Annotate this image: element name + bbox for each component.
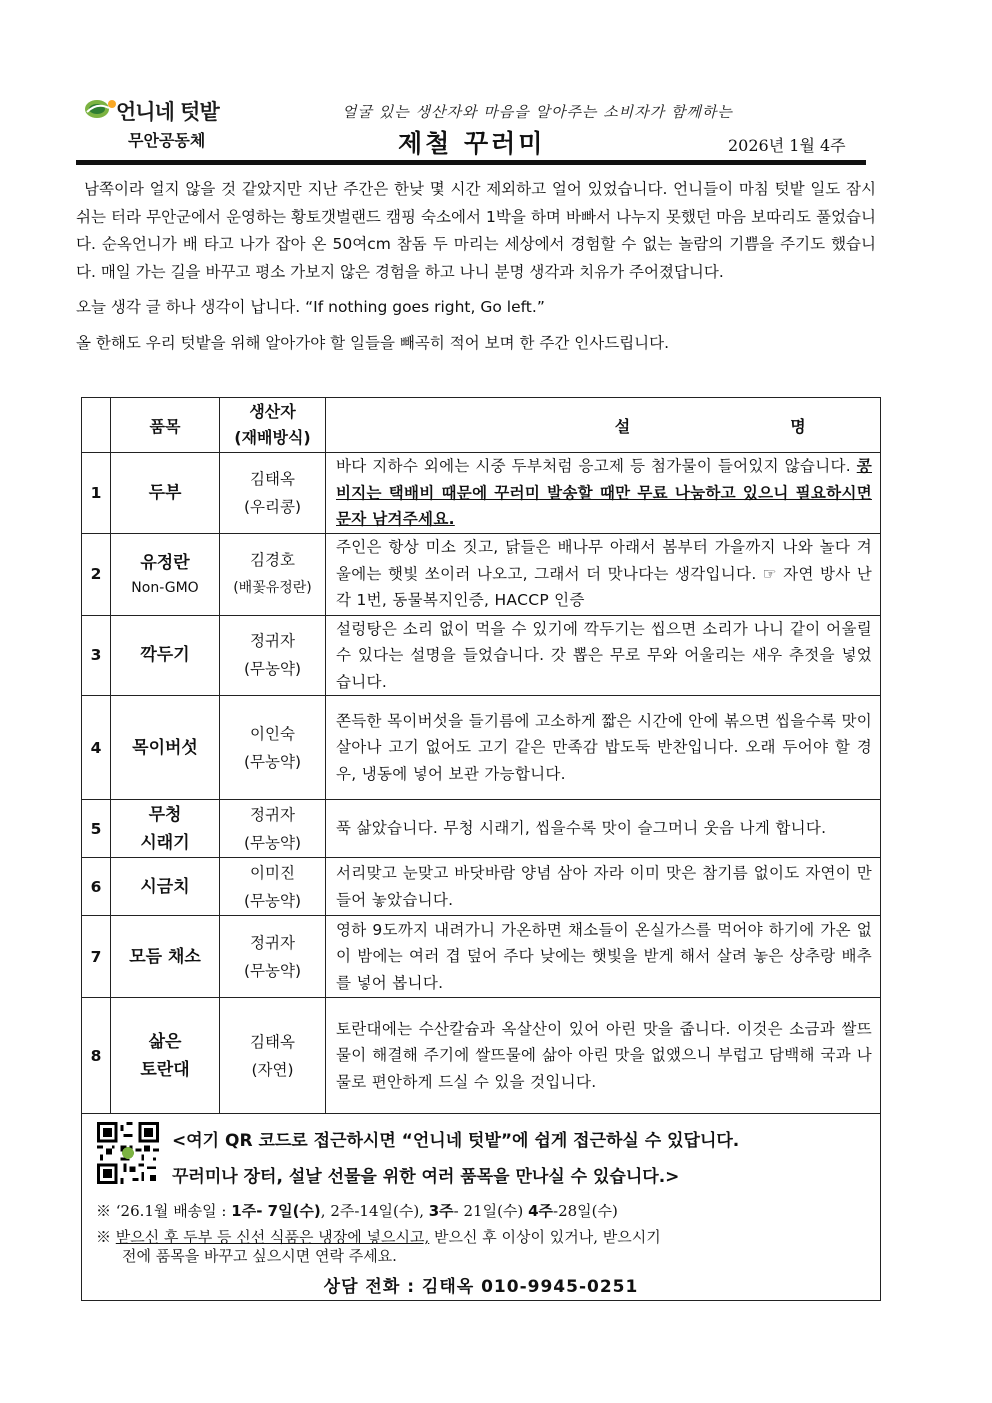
farming-method: (무농약): [243, 833, 301, 852]
row-number: 7: [82, 916, 111, 998]
header-description: [326, 398, 881, 453]
header-desc-part-2: 명: [790, 416, 806, 436]
item-description: 주인은 항상 미소 짓고, 닭들은 배나무 아래서 봄부터 가을까지 나와 놀다 겨울에는 햇빛 쏘이러 나오고, 그래서 더 맛나다는 생각입니다. ☞ 자연 방사 난각 1번, 동물복지인증, HACCP 인증: [326, 533, 881, 615]
item-name: 모듬 채소: [111, 916, 220, 998]
row-number: 5: [82, 800, 111, 858]
farming-method: (무농약): [243, 752, 301, 771]
producer-cell: [220, 696, 326, 800]
item-description: 영하 9도까지 내려가니 가온하면 채소들이 온실가스를 먹어야 하기에 가온 없이 밤에는 여러 겹 덮어 주다 낮에는 햇빛을 받게 해서 살려 놓은 상추랑 배추를 넣어 봅니다.: [326, 916, 881, 998]
row-number: 8: [82, 998, 111, 1114]
producer-name: 김태옥: [250, 469, 295, 488]
intro-paragraph-1: 남쪽이라 얼지 않을 것 같았지만 지난 주간은 한낮 몇 시간 제외하고 얼어 있었습니다. 언니들이 마침 텃밭 일도 잠시 쉬는 터라 무안군에서 운영하는 황토갯벌랜드 캠핑 숙소에서 1박을 하며 바빠서 나누지 못했던 마음 보따리도 풀었습니다. 순옥언니가 배 타고 나가 잡아 온 50여cm 참돔 두 마리는 세상에서 경험할 수 없는 놀람의 기쁨을 주기도 했습니다. 매일 가는 길을 바꾸고 평소 가보지 않은 경험을 하고 나니 분명 생각과 치유가 주어졌답니다.: [76, 180, 876, 281]
producer-cell: [220, 533, 326, 615]
item-name-line-2: 시래기: [140, 832, 190, 853]
row-number: 2: [82, 533, 111, 615]
table-row: [82, 858, 881, 916]
table-row: [82, 533, 881, 615]
issue-date: 2026년 1월 4주: [728, 136, 846, 155]
item-description: 설렁탕은 소리 없이 먹을 수 있기에 깍두기는 씹으면 소리가 나니 같이 어울릴 수 있다는 설명을 들었습니다. 갓 뽑은 무로 무와 어울리는 새우 추젓을 넣었습니다.: [326, 615, 881, 696]
description-highlight: 콩비지는 택배비 때문에 꾸러미 발송할 때만 무료 나눔하고 있으니 필요하시면 문자 남겨주세요.: [336, 457, 872, 528]
producer-name: 이인숙: [250, 724, 295, 743]
logo-subtitle: 무안공동체: [128, 131, 206, 150]
row-number: 6: [82, 858, 111, 916]
delivery-week-4-date: -28일(수): [553, 1202, 618, 1220]
notice-underlined: 받으신 후 두부 등 신선 식품은 냉장에 넣으시고,: [115, 1228, 430, 1246]
producer-cell: [220, 800, 326, 858]
item-name: 무청: [148, 804, 182, 825]
delivery-week-1: 1주- 7일(수): [231, 1202, 321, 1220]
farming-method: (무농약): [243, 891, 301, 910]
producer-cell: [220, 916, 326, 998]
farming-method: (무농약): [243, 660, 301, 679]
item-description: 쫀득한 목이버섯을 들기름에 고소하게 짧은 시간에 안에 볶으면 씹을수록 맛이 살아나 고기 없어도 고기 같은 만족감 밥도둑 반찬입니다. 오래 두어야 할 경우, 냉동에 넣어 보관 가능합니다.: [326, 696, 881, 800]
delivery-week-3-date: - 21일(수): [453, 1202, 529, 1220]
table-row: [82, 998, 881, 1114]
header-item: 품목: [111, 398, 220, 453]
item-description: [326, 453, 881, 534]
table-row: [82, 696, 881, 800]
item-cell: [111, 533, 220, 615]
producer-name: 정귀자: [250, 632, 295, 651]
qr-guide-line-1: <여기 QR 코드로 접근하시면 “언니네 텃밭”에 쉽게 접근하실 수 있답니다.: [172, 1131, 740, 1151]
notice-rest: 받으신 후 이상이 있거나, 받으시기: [429, 1228, 661, 1246]
notice-line-2: 전에 품목을 바꾸고 싶으시면 연락 주세요.: [122, 1247, 397, 1265]
items-table: [81, 397, 881, 1114]
qr-guide-line-2: 꾸러미나 장터, 설날 선물을 위한 여러 품목을 만나실 수 있습니다.>: [172, 1167, 680, 1187]
item-name: 시금치: [111, 858, 220, 916]
footer-box: [81, 1112, 881, 1301]
table-row: [82, 453, 881, 534]
logo: [84, 96, 244, 154]
delivery-schedule: [96, 1200, 618, 1221]
producer-cell: [220, 858, 326, 916]
table-row: [82, 615, 881, 696]
item-name: 깍두기: [111, 615, 220, 696]
table-header-row: [82, 398, 881, 453]
item-name: 유정란: [140, 553, 190, 573]
notice-mark: ※: [96, 1228, 116, 1246]
document-title: 제철 꾸러미: [398, 129, 546, 158]
description-text: 바다 지하수 외에는 시중 두부처럼 응고제 등 첨가물이 들어있지 않습니다.: [336, 457, 857, 475]
item-name-line-2: 토란대: [140, 1059, 190, 1080]
farming-method: (무농약): [243, 961, 301, 980]
intro-text: [76, 176, 876, 357]
intro-paragraph-2: 오늘 생각 글 하나 생각이 납니다. “If nothing goes right, Go left.”: [76, 298, 545, 316]
header-producer: [220, 398, 326, 453]
item-name: 두부: [111, 453, 220, 534]
qr-code-icon[interactable]: [97, 1122, 159, 1184]
delivery-week-2: , 2주-14일(수),: [320, 1202, 429, 1220]
row-number: 4: [82, 696, 111, 800]
contact-phone: 상담 전화 : 김태옥 010-9945-0251: [323, 1277, 639, 1297]
header-method-label: (재배방식): [234, 428, 311, 447]
item-name: 삶은: [148, 1031, 182, 1052]
leaf-logo-icon: [84, 98, 118, 120]
item-cell: [111, 998, 220, 1114]
delivery-week-4-label: 4주: [528, 1202, 553, 1220]
producer-name: 김경호: [250, 551, 295, 569]
row-number: 1: [82, 453, 111, 534]
slogan: 얼굴 있는 생산자와 마음을 알아주는 소비자가 함께하는: [342, 103, 733, 121]
producer-name: 정귀자: [250, 933, 295, 952]
intro-paragraph-3: 올 한해도 우리 텃밭을 위해 알아가야 할 일들을 빼곡히 적어 보며 한 주간 인사드립니다.: [76, 333, 670, 352]
producer-name: 김태옥: [250, 1032, 295, 1051]
row-number: 3: [82, 615, 111, 696]
item-cell: [111, 800, 220, 858]
producer-cell: [220, 615, 326, 696]
producer-name: 이미진: [250, 863, 295, 882]
producer-cell: [220, 998, 326, 1114]
farming-method: (자연): [251, 1060, 294, 1079]
item-description: 푹 삶았습니다. 무청 시래기, 씹을수록 맛이 슬그머니 웃음 나게 합니다.: [326, 800, 881, 858]
header-no: [82, 398, 111, 453]
item-description: 토란대에는 수산칼슘과 옥살산이 있어 아린 맛을 줍니다. 이것은 소금과 쌀뜨물이 해결해 주기에 쌀뜨물에 삶아 아린 맛을 없앴으니 부럽고 담백해 국과 나물로 편안하게 드실 수 있을 것입니다.: [326, 998, 881, 1114]
item-description: 서리맞고 눈맞고 바닷바람 양념 삼아 자라 이미 맛은 참기름 없이도 자연이 만들어 놓았습니다.: [326, 858, 881, 916]
header-producer-label: 생산자: [249, 402, 296, 421]
farming-method: (우리콩): [243, 497, 301, 516]
item-name: 목이버섯: [111, 696, 220, 800]
header-divider: [76, 160, 866, 165]
farming-method: (배꽃유정란): [233, 580, 312, 596]
table-row: [82, 916, 881, 998]
delivery-prefix: ※ ‘26.1월 배송일 :: [96, 1202, 232, 1220]
producer-cell: [220, 453, 326, 534]
table-row: [82, 800, 881, 858]
logo-text: 언니네 텃밭: [116, 100, 219, 124]
header-desc-part-1: 설: [614, 416, 631, 436]
storage-notice: [96, 1228, 856, 1266]
item-subtitle: Non-GMO: [131, 580, 199, 596]
producer-name: 정귀자: [250, 805, 295, 824]
delivery-week-3-label: 3주: [428, 1202, 454, 1220]
